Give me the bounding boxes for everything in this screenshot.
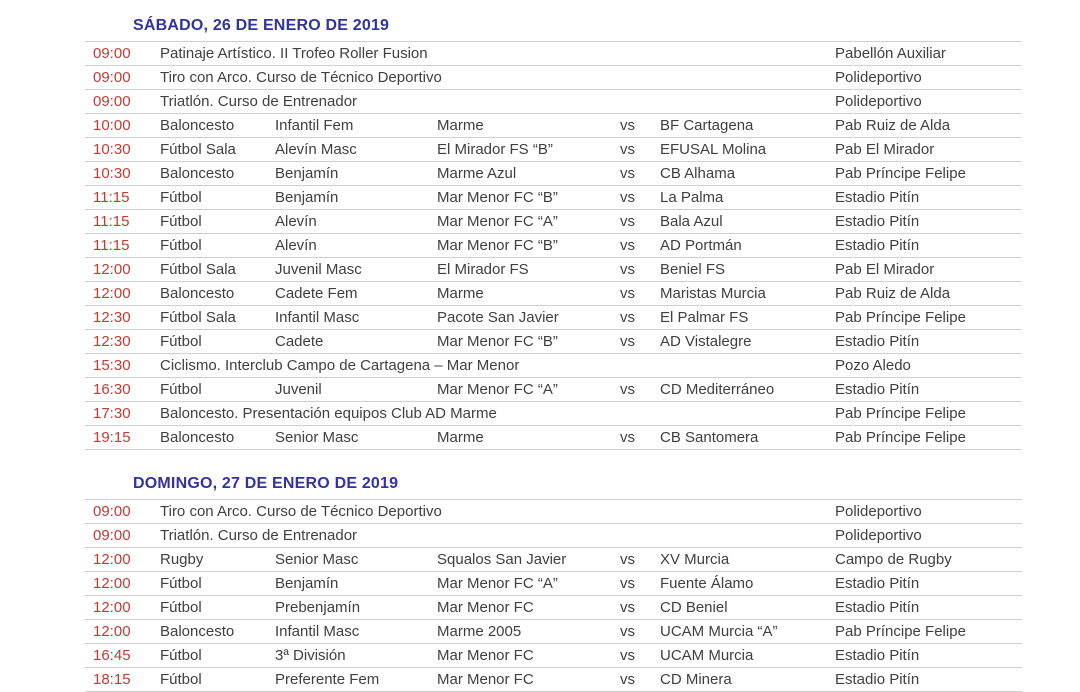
- category-cell: 3ª División: [275, 647, 346, 664]
- sport-cell: Fútbol Sala: [160, 309, 236, 326]
- vs-label: vs: [620, 381, 635, 398]
- time-cell: 12:30: [93, 309, 131, 326]
- venue-cell: Estadio Pitín: [835, 671, 920, 688]
- sport-cell: Fútbol: [160, 599, 202, 616]
- schedule-row: [85, 258, 1022, 282]
- category-cell: Infantil Masc: [275, 623, 360, 640]
- event-description: Baloncesto. Presentación equipos Club AD Marme: [160, 405, 497, 422]
- venue-cell: Estadio Pitín: [835, 647, 920, 664]
- vs-label: vs: [620, 647, 635, 664]
- team-cell: Marme 2005: [437, 623, 522, 640]
- time-cell: 19:15: [93, 429, 131, 446]
- opponent-cell: UCAM Murcia: [660, 647, 754, 664]
- team-cell: Mar Menor FC “A”: [437, 213, 558, 230]
- time-cell: 12:00: [93, 575, 131, 592]
- team-cell: Squalos San Javier: [437, 551, 567, 568]
- schedule-row: [85, 500, 1022, 524]
- schedule-row: [85, 90, 1022, 114]
- time-cell: 16:45: [93, 647, 131, 664]
- vs-label: vs: [620, 261, 635, 278]
- schedule-rows: [85, 499, 1022, 692]
- vs-label: vs: [620, 599, 635, 616]
- schedule-row: [85, 572, 1022, 596]
- time-cell: 16:30: [93, 381, 131, 398]
- sport-cell: Fútbol: [160, 671, 202, 688]
- schedule-row: [85, 620, 1022, 644]
- sport-cell: Rugby: [160, 551, 204, 568]
- schedule-row: [85, 114, 1022, 138]
- time-cell: 12:00: [93, 285, 131, 302]
- time-cell: 12:00: [93, 261, 131, 278]
- sport-cell: Fútbol: [160, 213, 202, 230]
- team-cell: Mar Menor FC “B”: [437, 237, 558, 254]
- venue-cell: Pozo Aledo: [835, 357, 911, 374]
- venue-cell: Estadio Pitín: [835, 381, 920, 398]
- venue-cell: Polideportivo: [835, 503, 922, 520]
- time-cell: 09:00: [93, 93, 131, 110]
- vs-label: vs: [620, 671, 635, 688]
- category-cell: Preferente Fem: [275, 671, 380, 688]
- sport-cell: Fútbol: [160, 237, 202, 254]
- vs-label: vs: [620, 117, 635, 134]
- team-cell: Marme: [437, 117, 484, 134]
- schedule-row: [85, 378, 1022, 402]
- sport-cell: Baloncesto: [160, 117, 235, 134]
- sport-cell: Baloncesto: [160, 623, 235, 640]
- category-cell: Benjamín: [275, 165, 339, 182]
- category-cell: Juvenil: [275, 381, 322, 398]
- schedule-row: [85, 66, 1022, 90]
- venue-cell: Pabellón Auxiliar: [835, 45, 946, 62]
- opponent-cell: Beniel FS: [660, 261, 726, 278]
- venue-cell: Pab El Mirador: [835, 141, 935, 158]
- time-cell: 12:00: [93, 623, 131, 640]
- opponent-cell: UCAM Murcia “A”: [660, 623, 778, 640]
- category-cell: Benjamín: [275, 575, 339, 592]
- vs-label: vs: [620, 309, 635, 326]
- time-cell: 09:00: [93, 503, 131, 520]
- opponent-cell: AD Vistalegre: [660, 333, 752, 350]
- schedule-row: [85, 282, 1022, 306]
- category-cell: Cadete: [275, 333, 324, 350]
- opponent-cell: Maristas Murcia: [660, 285, 766, 302]
- sport-cell: Fútbol: [160, 189, 202, 206]
- sport-cell: Fútbol Sala: [160, 141, 236, 158]
- time-cell: 10:30: [93, 165, 131, 182]
- time-cell: 09:00: [93, 527, 131, 544]
- team-cell: Mar Menor FC “A”: [437, 575, 558, 592]
- time-cell: 10:00: [93, 117, 131, 134]
- venue-cell: Estadio Pitín: [835, 213, 920, 230]
- team-cell: Mar Menor FC: [437, 647, 534, 664]
- venue-cell: Estadio Pitín: [835, 333, 920, 350]
- schedule-row: [85, 596, 1022, 620]
- vs-label: vs: [620, 623, 635, 640]
- event-description: Tiro con Arco. Curso de Técnico Deportivo: [160, 69, 442, 86]
- time-cell: 17:30: [93, 405, 131, 422]
- opponent-cell: CD Beniel: [660, 599, 728, 616]
- time-cell: 15:30: [93, 357, 131, 374]
- opponent-cell: AD Portmán: [660, 237, 742, 254]
- schedule-row: [85, 42, 1022, 66]
- team-cell: Mar Menor FC “B”: [437, 189, 558, 206]
- opponent-cell: CD Minera: [660, 671, 732, 688]
- event-description: Triatlón. Curso de Entrenador: [160, 527, 358, 544]
- time-cell: 12:00: [93, 599, 131, 616]
- vs-label: vs: [620, 165, 635, 182]
- category-cell: Infantil Fem: [275, 117, 354, 134]
- category-cell: Prebenjamín: [275, 599, 361, 616]
- opponent-cell: CB Santomera: [660, 429, 759, 446]
- time-cell: 12:00: [93, 551, 131, 568]
- sport-cell: Fútbol: [160, 381, 202, 398]
- schedule-rows: [85, 41, 1022, 450]
- sport-cell: Fútbol: [160, 575, 202, 592]
- time-cell: 18:15: [93, 671, 131, 688]
- team-cell: El Mirador FS “B”: [437, 141, 553, 158]
- venue-cell: Estadio Pitín: [835, 237, 920, 254]
- venue-cell: Pab Ruiz de Alda: [835, 285, 951, 302]
- schedule-row: [85, 354, 1022, 378]
- venue-cell: Campo de Rugby: [835, 551, 952, 568]
- event-description: Ciclismo. Interclub Campo de Cartagena – Mar Menor: [160, 357, 520, 374]
- sport-cell: Fútbol Sala: [160, 261, 236, 278]
- opponent-cell: La Palma: [660, 189, 724, 206]
- opponent-cell: El Palmar FS: [660, 309, 749, 326]
- venue-cell: Pab Príncipe Felipe: [835, 165, 966, 182]
- venue-cell: Estadio Pitín: [835, 575, 920, 592]
- time-cell: 12:30: [93, 333, 131, 350]
- time-cell: 11:15: [93, 189, 130, 206]
- vs-label: vs: [620, 141, 635, 158]
- category-cell: Benjamín: [275, 189, 339, 206]
- time-cell: 10:30: [93, 141, 131, 158]
- time-cell: 11:15: [93, 237, 130, 254]
- venue-cell: Pab Príncipe Felipe: [835, 623, 966, 640]
- sport-cell: Fútbol: [160, 647, 202, 664]
- team-cell: El Mirador FS: [437, 261, 529, 278]
- schedule-row: [85, 524, 1022, 548]
- opponent-cell: XV Murcia: [660, 551, 730, 568]
- category-cell: Senior Masc: [275, 551, 359, 568]
- venue-cell: Pab Ruiz de Alda: [835, 117, 951, 134]
- time-cell: 11:15: [93, 213, 130, 230]
- vs-label: vs: [620, 285, 635, 302]
- schedule-row: [85, 138, 1022, 162]
- time-cell: 09:00: [93, 45, 131, 62]
- vs-label: vs: [620, 237, 635, 254]
- vs-label: vs: [620, 551, 635, 568]
- venue-cell: Estadio Pitín: [835, 189, 920, 206]
- schedule-row: [85, 306, 1022, 330]
- team-cell: Pacote San Javier: [437, 309, 559, 326]
- section-title: SÁBADO, 26 DE ENERO DE 2019: [133, 17, 390, 34]
- category-cell: Infantil Masc: [275, 309, 360, 326]
- category-cell: Alevín Masc: [275, 141, 357, 158]
- venue-cell: Polideportivo: [835, 69, 922, 86]
- schedule-section-saturday: [85, 14, 1022, 450]
- vs-label: vs: [620, 575, 635, 592]
- sport-cell: Baloncesto: [160, 429, 235, 446]
- event-description: Triatlón. Curso de Entrenador: [160, 93, 358, 110]
- team-cell: Marme Azul: [437, 165, 517, 182]
- category-cell: Juvenil Masc: [275, 261, 362, 278]
- opponent-cell: Bala Azul: [660, 213, 723, 230]
- venue-cell: Pab Príncipe Felipe: [835, 309, 966, 326]
- venue-cell: Polideportivo: [835, 527, 922, 544]
- venue-cell: Polideportivo: [835, 93, 922, 110]
- sport-cell: Baloncesto: [160, 285, 235, 302]
- vs-label: vs: [620, 213, 635, 230]
- schedule-row: [85, 330, 1022, 354]
- team-cell: Marme: [437, 429, 484, 446]
- schedule-row: [85, 548, 1022, 572]
- venue-cell: Pab El Mirador: [835, 261, 935, 278]
- category-cell: Cadete Fem: [275, 285, 358, 302]
- section-title: DOMINGO, 27 DE ENERO DE 2019: [133, 475, 399, 492]
- time-cell: 09:00: [93, 69, 131, 86]
- team-cell: Mar Menor FC: [437, 599, 534, 616]
- opponent-cell: CB Alhama: [660, 165, 736, 182]
- vs-label: vs: [620, 189, 635, 206]
- schedule-row: [85, 644, 1022, 668]
- opponent-cell: BF Cartagena: [660, 117, 754, 134]
- team-cell: Mar Menor FC “A”: [437, 381, 558, 398]
- category-cell: Alevín: [275, 237, 317, 254]
- schedule-row: [85, 234, 1022, 258]
- schedule-row: [85, 162, 1022, 186]
- sport-cell: Fútbol: [160, 333, 202, 350]
- schedule-row: [85, 668, 1022, 692]
- team-cell: Marme: [437, 285, 484, 302]
- team-cell: Mar Menor FC: [437, 671, 534, 688]
- venue-cell: Estadio Pitín: [835, 599, 920, 616]
- category-cell: Alevín: [275, 213, 317, 230]
- venue-cell: Pab Príncipe Felipe: [835, 429, 966, 446]
- opponent-cell: CD Mediterráneo: [660, 381, 775, 398]
- opponent-cell: Fuente Álamo: [660, 575, 754, 592]
- opponent-cell: EFUSAL Molina: [660, 141, 767, 158]
- schedule-content: [85, 14, 1022, 692]
- sport-cell: Baloncesto: [160, 165, 235, 182]
- vs-label: vs: [620, 429, 635, 446]
- schedule-row: [85, 186, 1022, 210]
- category-cell: Senior Masc: [275, 429, 359, 446]
- venue-cell: Pab Príncipe Felipe: [835, 405, 966, 422]
- schedule-row: [85, 210, 1022, 234]
- schedule-row: [85, 426, 1022, 450]
- schedule-section-sunday: [85, 472, 1022, 692]
- event-description: Patinaje Artístico. II Trofeo Roller Fusion: [160, 45, 428, 62]
- team-cell: Mar Menor FC “B”: [437, 333, 558, 350]
- event-description: Tiro con Arco. Curso de Técnico Deportivo: [160, 503, 442, 520]
- schedule-row: [85, 402, 1022, 426]
- vs-label: vs: [620, 333, 635, 350]
